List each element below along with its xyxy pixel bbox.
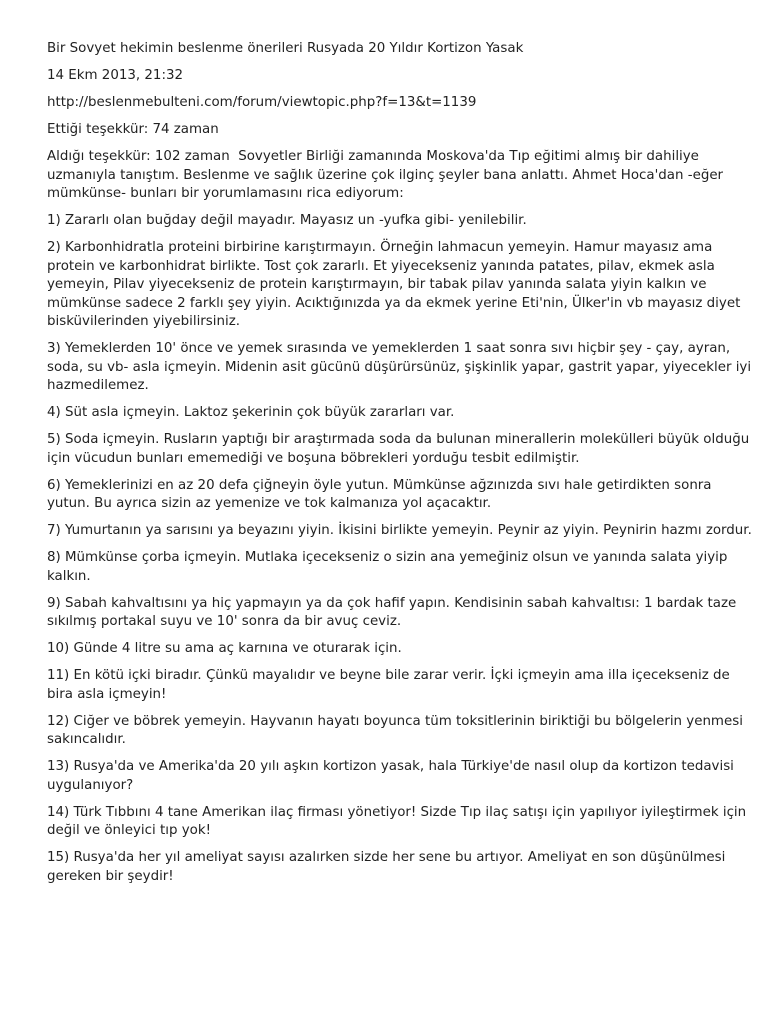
list-item: 12) Ciğer ve böbrek yemeyin. Hayvanın hayatı boyunca tüm toksitlerinin biriktiği bu bölgelerin yenmesi sakıncalıdır. xyxy=(47,713,748,747)
source-url: http://beslenmebulteni.com/forum/viewtopic.php?f=13&t=1139 xyxy=(47,95,477,110)
list-item: 6) Yemeklerinizi en az 20 defa çiğneyin öyle yutun. Mümkünse ağzınızda sıvı hale getirdikten sonra yutun. Bu ayrıca sizin az yemenize ve tok kalmanıza yol açacaktır. xyxy=(47,477,716,511)
list-item: 5) Soda içmeyin. Rusların yaptığı bir araştırmada soda da bulunan minerallerin molekülleri büyük olduğu için vücudun bunları ememediği ve boşuna böbrekleri yorduğu tesbit edilmiştir. xyxy=(47,432,754,466)
thanks-given: Ettiği teşekkür: 74 zaman xyxy=(47,122,219,137)
document-page xyxy=(47,40,756,895)
post-date: 14 Ekm 2013, 21:32 xyxy=(47,68,183,83)
list-item: 8) Mümkünse çorba içmeyin. Mutlaka içecekseniz o sizin ana yemeğiniz olsun ve yanında salata yiyip kalkın. xyxy=(47,550,732,584)
list-item: 9) Sabah kahvaltısını ya hiç yapmayın ya da çok hafif yapın. Kendisinin sabah kahvaltısı: 1 bardak taze sıkılmış portakal suyu ve 10' sonra da bir avuç ceviz. xyxy=(47,595,741,629)
intro-paragraph: Aldığı teşekkür: 102 zaman Sovyetler Birliği zamanında Moskova'da Tıp eğitimi almış bir dahiliye uzmanıyla tanıştım. Beslenme ve sağlık üzerine çok ilginç şeyler bana anlattı. Ahmet Hoca'dan -eğer mümkünse- bunları bir yorumlamasını rica ediyorum: xyxy=(47,149,728,201)
list-item: 2) Karbonhidratla proteini birbirine karıştırmayın. Örneğin lahmacun yemeyin. Hamur mayasız ama protein ve karbonhidrat birlikte. Tost çok zararlı. Et yiyecekseniz yanında patates, pilav, ekmek asla yemeyin, Pilav yiyecekseniz de protein karıştırmayın, bir tabak pilav yanında salata yiyin kalkın ve mümkünse sadece 2 farklı şey yiyin. Acıktığınızda ya da ekmek yerine Eti'nin, Ülker'in vb mayasız diyet bisküvilerinden yiyebilirsiniz. xyxy=(47,240,745,329)
list-item: 7) Yumurtanın ya sarısını ya beyazını yiyin. İkisini birlikte yemeyin. Peynir az yiyin. Peynirin hazmı zordur. xyxy=(47,523,752,538)
list-item: 14) Türk Tıbbını 4 tane Amerikan ilaç firması yönetiyor! Sizde Tıp ilaç satışı için yapılıyor iyileştirmek için değil ve önleyici tıp yok! xyxy=(47,804,751,838)
document-title: Bir Sovyet hekimin beslenme önerileri Rusyada 20 Yıldır Kortizon Yasak xyxy=(47,41,524,56)
list-item: 1) Zararlı olan buğday değil mayadır. Mayasız un -yufka gibi- yenilebilir. xyxy=(47,213,527,228)
list-item: 10) Günde 4 litre su ama aç karnına ve oturarak için. xyxy=(47,641,402,656)
list-item: 15) Rusya'da her yıl ameliyat sayısı azalırken sizde her sene bu artıyor. Ameliyat en son düşünülmesi gereken bir şeydir! xyxy=(47,850,730,884)
list-item: 13) Rusya'da ve Amerika'da 20 yılı aşkın kortizon yasak, hala Türkiye'de nasıl olup da kortizon tedavisi uygulanıyor? xyxy=(47,759,739,793)
list-item: 11) En kötü içki biradır. Çünkü mayalıdır ve beyne bile zarar verir. İçki içmeyin ama illa içecekseniz de bira asla içmeyin! xyxy=(47,668,735,702)
list-item: 3) Yemeklerden 10' önce ve yemek sırasında ve yemeklerden 1 saat sonra sıvı hiçbir şey - çay, ayran, soda, su vb- asla içmeyin. Midenin asit gücünü düşürürsünüz, şişkinlik yapar, gastrit yapar, yiyecekler iyi hazmedilemez. xyxy=(47,341,756,393)
list-item: 4) Süt asla içmeyin. Laktoz şekerinin çok büyük zararları var. xyxy=(47,405,455,420)
